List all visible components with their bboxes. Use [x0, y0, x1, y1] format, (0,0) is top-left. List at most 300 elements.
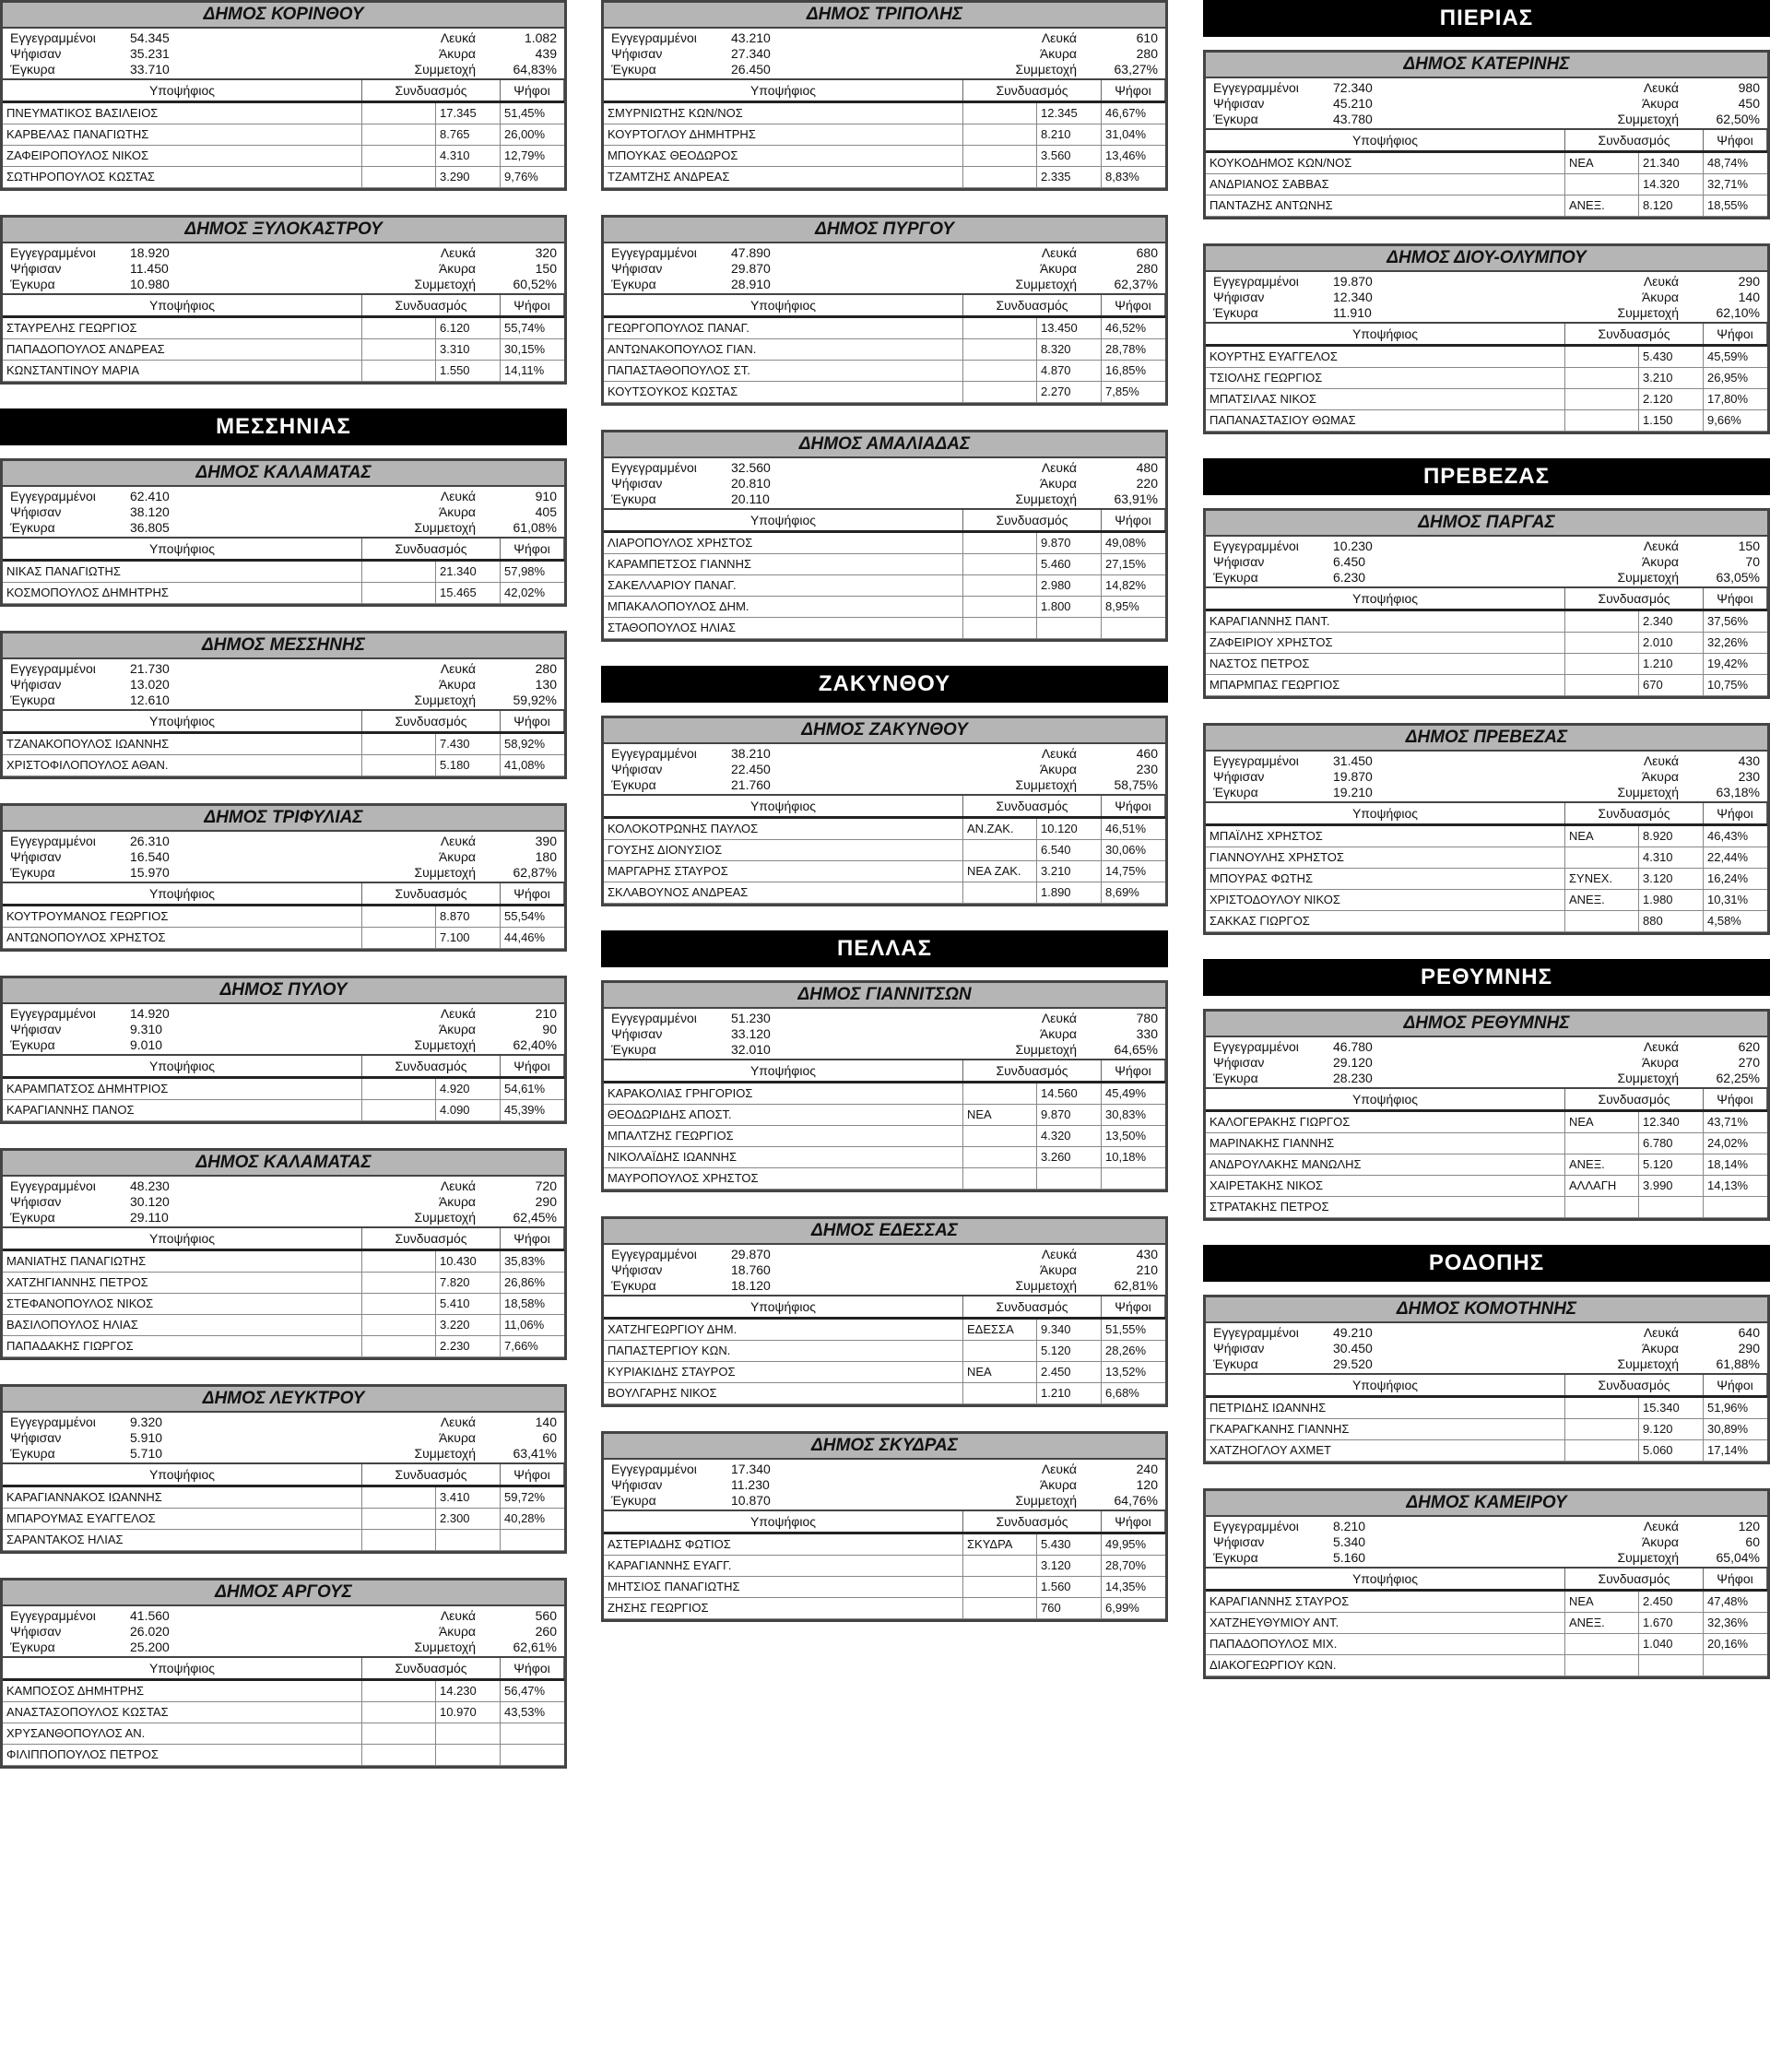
- stat-value-turnout: 62,81%: [1114, 1278, 1158, 1293]
- candidate-party: ΝΕΑ: [1565, 153, 1639, 173]
- candidate-votes: 2.450: [1639, 1592, 1704, 1612]
- stat-label-voted: Ψήφισαν: [611, 476, 663, 491]
- result-row: [604, 1320, 1165, 1341]
- result-row: [1206, 1133, 1767, 1154]
- stat-label-invalid: Άκυρα: [438, 677, 476, 692]
- stat-value-invalid: 140: [1738, 290, 1760, 304]
- municipality-block: [601, 980, 1168, 1192]
- stat-filler: [1411, 1356, 1548, 1371]
- candidate-name: ΜΠΑΤΣΙΛΑΣ ΝΙΚΟΣ: [1206, 389, 1565, 409]
- result-row: [3, 1251, 564, 1273]
- candidate-votes: 3.120: [1037, 1556, 1102, 1576]
- candidate-votes: 21.340: [1639, 153, 1704, 173]
- result-row: [3, 167, 564, 188]
- col-party: Συνδυασμός: [362, 295, 501, 315]
- municipality-title: ΔΗΜΟΣ ΚΑΜΕΙΡΟΥ: [1206, 1491, 1767, 1517]
- region-header: ΠΙΕΡΙΑΣ: [1203, 0, 1770, 37]
- stats-panel: [604, 744, 1165, 794]
- col-votes: Ψήφοι: [1102, 796, 1165, 816]
- spacer: [0, 1554, 567, 1578]
- candidate-votes: 1.210: [1037, 1383, 1102, 1403]
- municipality-title: ΔΗΜΟΣ ΛΕΥΚΤΡΟΥ: [3, 1387, 564, 1413]
- stat-value-registered: 62.410: [130, 489, 170, 503]
- spacer: [601, 1192, 1168, 1216]
- stat-filler: [208, 834, 345, 848]
- table-header: [1206, 801, 1767, 826]
- candidate-name: ΚΑΜΠΟΣΟΣ ΔΗΜΗΤΡΗΣ: [3, 1681, 362, 1701]
- candidate-name: ΣΜΥΡΝΙΩΤΗΣ ΚΩΝ/ΝΟΣ: [604, 103, 963, 124]
- stat-label-invalid: Άκυρα: [1641, 1534, 1679, 1549]
- stat-filler: [809, 277, 946, 291]
- result-row: [3, 1487, 564, 1509]
- candidate-party: [362, 562, 436, 582]
- stat-label-blank: Λευκά: [1041, 1011, 1077, 1025]
- stat-label-voted: Ψήφισαν: [1213, 1055, 1265, 1070]
- stat-value-registered: 26.310: [130, 834, 170, 848]
- stat-value-valid: 12.610: [130, 693, 170, 707]
- col-party: Συνδυασμός: [362, 539, 501, 559]
- candidate-name: ΒΟΥΛΓΑΡΗΣ ΝΙΚΟΣ: [604, 1383, 963, 1403]
- stat-value-blank: 780: [1136, 1011, 1158, 1025]
- col-votes: Ψήφοι: [1102, 1060, 1165, 1081]
- candidate-name: ΦΙΛΙΠΠΟΠΟΥΛΟΣ ΠΕΤΡΟΣ: [3, 1745, 362, 1765]
- candidate-name: ΚΑΡΑΓΙΑΝΝΗΣ ΕΥΑΓΓ.: [604, 1556, 963, 1576]
- candidate-pct: 9,66%: [1707, 413, 1741, 427]
- stat-filler: [208, 1178, 345, 1193]
- stat-value-voted: 45.210: [1333, 96, 1373, 111]
- col-candidate: Υποψήφιος: [1206, 588, 1565, 609]
- candidate-votes: 14.560: [1037, 1083, 1102, 1104]
- candidate-name: ΜΑΡΓΑΡΗΣ ΣΤΑΥΡΟΣ: [604, 861, 963, 882]
- stat-value-invalid: 60: [1745, 1534, 1760, 1549]
- candidate-party: [362, 1079, 436, 1099]
- municipality-block: [1203, 243, 1770, 434]
- candidate-name: ΚΟΥΚΟΔΗΜΟΣ ΚΩΝ/ΝΟΣ: [1206, 153, 1565, 173]
- candidate-name: ΠΑΠΑΔΟΠΟΥΛΟΣ ΜΙΧ.: [1206, 1634, 1565, 1654]
- stat-value-registered: 46.780: [1333, 1039, 1373, 1054]
- candidate-pct: 30,15%: [504, 342, 546, 356]
- col-party: Συνδυασμός: [1565, 1375, 1704, 1395]
- candidate-name: ΓΚΑΡΑΓΚΑΝΗΣ ΓΙΑΝΝΗΣ: [1206, 1419, 1565, 1439]
- candidate-name: ΑΝΤΩΝΑΚΟΠΟΥΛΟΣ ΓΙΑΝ.: [604, 339, 963, 360]
- col-candidate: Υποψήφιος: [604, 1060, 963, 1081]
- spacer: [1203, 1282, 1770, 1295]
- stat-label-voted: Ψήφισαν: [10, 1022, 62, 1036]
- stat-label-registered: Εγγεγραμμένοι: [611, 746, 697, 761]
- stat-label-blank: Λευκά: [1041, 245, 1077, 260]
- municipality-block: [601, 0, 1168, 191]
- stat-filler: [809, 245, 946, 260]
- candidate-pct: 51,96%: [1707, 1401, 1749, 1415]
- stat-label-turnout: Συμμετοχή: [1617, 305, 1679, 320]
- stat-label-invalid: Άκυρα: [1039, 762, 1077, 776]
- municipality-title: ΔΗΜΟΣ ΞΥΛΟΚΑΣΤΡΟΥ: [3, 218, 564, 243]
- municipality-block: [1203, 1009, 1770, 1221]
- stat-value-voted: 18.760: [731, 1262, 771, 1277]
- candidate-votes: 880: [1639, 911, 1704, 931]
- municipality-title: ΔΗΜΟΣ ΣΚΥΔΡΑΣ: [604, 1434, 1165, 1460]
- stat-value-voted: 11.450: [130, 261, 169, 276]
- candidate-pct: 13,50%: [1105, 1129, 1147, 1143]
- candidate-name: ΚΟΣΜΟΠΟΥΛΟΣ ΔΗΜΗΤΡΗΣ: [3, 583, 362, 603]
- result-row: [3, 1681, 564, 1702]
- candidate-party: [1565, 1655, 1639, 1675]
- stat-label-registered: Εγγεγραμμένοι: [1213, 539, 1299, 553]
- stat-label-registered: Εγγεγραμμένοι: [1213, 80, 1299, 95]
- candidate-name: ΑΣΤΕΡΙΑΔΗΣ ΦΩΤΙΟΣ: [604, 1534, 963, 1555]
- result-row: [604, 840, 1165, 861]
- municipality-block: [0, 215, 567, 385]
- stat-filler: [809, 460, 946, 475]
- municipality-block: [601, 716, 1168, 906]
- candidate-party: [1565, 174, 1639, 195]
- col-votes: Ψήφοι: [501, 295, 564, 315]
- stat-label-registered: Εγγεγραμμένοι: [10, 1178, 96, 1193]
- municipality-title: ΔΗΜΟΣ ΔΙΟΥ-ΟΛΥΜΠΟΥ: [1206, 246, 1767, 272]
- candidate-party: [362, 361, 436, 381]
- candidate-name: ΘΕΟΔΩΡΙΔΗΣ ΑΠΟΣΤ.: [604, 1105, 963, 1125]
- candidate-votes: [1037, 618, 1102, 638]
- candidate-party: [1565, 911, 1639, 931]
- candidate-pct: 30,06%: [1105, 843, 1147, 857]
- stat-label-invalid: Άκυρα: [438, 1194, 476, 1209]
- stat-label-voted: Ψήφισαν: [611, 1026, 663, 1041]
- result-row: [604, 1362, 1165, 1383]
- candidate-name: ΠΕΤΡΙΔΗΣ ΙΩΑΝΝΗΣ: [1206, 1398, 1565, 1418]
- stat-value-voted: 19.870: [1333, 769, 1373, 784]
- col-votes: Ψήφοι: [501, 1228, 564, 1249]
- candidate-party: [1565, 1133, 1639, 1154]
- candidate-name: ΖΑΦΕΙΡΟΠΟΥΛΟΣ ΝΙΚΟΣ: [3, 146, 362, 166]
- stats-panel: [3, 832, 564, 882]
- stat-value-valid: 10.980: [130, 277, 170, 291]
- candidate-votes: 6.540: [1037, 840, 1102, 860]
- stat-value-voted: 26.020: [130, 1624, 170, 1639]
- candidate-party: [963, 382, 1037, 402]
- region-header: ΖΑΚΥΝΘΟΥ: [601, 666, 1168, 703]
- candidate-pct: 37,56%: [1707, 614, 1749, 628]
- result-row: [3, 755, 564, 776]
- candidate-votes: 5.410: [436, 1294, 501, 1314]
- stat-value-invalid: 450: [1738, 96, 1760, 111]
- col-party: Συνδυασμός: [963, 1060, 1102, 1081]
- col-candidate: Υποψήφιος: [3, 1228, 362, 1249]
- candidate-pct: 22,44%: [1707, 850, 1749, 864]
- stat-filler: [1411, 290, 1548, 304]
- candidate-pct: 18,55%: [1707, 198, 1749, 212]
- stat-value-turnout: 62,37%: [1114, 277, 1158, 291]
- candidate-votes: 9.340: [1037, 1320, 1102, 1340]
- stat-label-blank: Λευκά: [440, 661, 476, 676]
- candidate-name: ΧΑΤΖΗΓΕΩΡΓΙΟΥ ΔΗΜ.: [604, 1320, 963, 1340]
- result-row: [604, 882, 1165, 904]
- result-row: [3, 562, 564, 583]
- col-candidate: Υποψήφιος: [3, 80, 362, 101]
- candidate-pct: 4,58%: [1707, 914, 1741, 928]
- candidate-pct: 58,92%: [504, 737, 546, 751]
- result-row: [1206, 847, 1767, 869]
- municipality-title: ΔΗΜΟΣ ΖΑΚΥΝΘΟΥ: [604, 718, 1165, 744]
- candidate-pct: 7,85%: [1105, 385, 1139, 398]
- stat-filler: [208, 277, 345, 291]
- stat-label-turnout: Συμμετοχή: [1617, 1071, 1679, 1085]
- candidate-votes: 3.990: [1639, 1176, 1704, 1196]
- stat-value-registered: 49.210: [1333, 1325, 1373, 1340]
- stat-value-valid: 29.110: [130, 1210, 169, 1225]
- municipality-block: [601, 430, 1168, 642]
- stat-value-invalid: 280: [1136, 261, 1158, 276]
- result-row: [1206, 1197, 1767, 1218]
- stat-filler: [809, 1477, 946, 1492]
- candidate-pct: 57,98%: [504, 564, 546, 578]
- stat-value-turnout: 60,52%: [513, 277, 557, 291]
- stat-filler: [809, 62, 946, 77]
- stat-value-turnout: 61,08%: [513, 520, 557, 535]
- result-row: [1206, 826, 1767, 847]
- stat-value-turnout: 62,25%: [1716, 1071, 1760, 1085]
- candidate-name: ΚΑΡΑΓΙΑΝΝΗΣ ΠΑΝΟΣ: [3, 1100, 362, 1120]
- candidate-party: ΑΝ.ΖΑΚ.: [963, 819, 1037, 839]
- result-row: [3, 1530, 564, 1551]
- stat-value-voted: 11.230: [731, 1477, 770, 1492]
- candidate-votes: 3.260: [1037, 1147, 1102, 1167]
- candidate-pct: [501, 1530, 564, 1550]
- stat-value-valid: 18.120: [731, 1278, 771, 1293]
- column-2: [601, 0, 1168, 1646]
- stat-label-valid: Έγκυρα: [611, 1278, 656, 1293]
- candidate-votes: 2.230: [436, 1336, 501, 1356]
- stats-panel: [1206, 537, 1767, 586]
- result-row: [3, 1273, 564, 1294]
- table-header: [1206, 128, 1767, 153]
- candidate-party: [963, 882, 1037, 903]
- spacer: [0, 607, 567, 631]
- candidate-votes: 2.450: [1037, 1362, 1102, 1382]
- candidate-pct: 16,85%: [1105, 363, 1147, 377]
- stat-value-valid: 29.520: [1333, 1356, 1373, 1371]
- candidate-name: ΝΙΚΟΛΑΪΔΗΣ ΙΩΑΝΝΗΣ: [604, 1147, 963, 1167]
- candidate-party: [362, 1336, 436, 1356]
- candidate-pct: 26,95%: [1707, 371, 1749, 385]
- stat-value-voted: 30.450: [1333, 1341, 1373, 1356]
- candidate-votes: [1037, 1168, 1102, 1189]
- result-row: [604, 167, 1165, 188]
- result-row: [3, 1723, 564, 1745]
- stat-label-valid: Έγκυρα: [10, 277, 55, 291]
- stats-panel: [604, 1009, 1165, 1059]
- result-row: [3, 1745, 564, 1766]
- spacer: [0, 385, 567, 408]
- result-row: [3, 146, 564, 167]
- candidate-pct: 42,02%: [504, 586, 546, 599]
- stat-filler: [208, 1037, 345, 1052]
- result-row: [3, 928, 564, 949]
- col-party: Συνδυασμός: [362, 1658, 501, 1678]
- candidate-party: [362, 146, 436, 166]
- col-candidate: Υποψήφιος: [3, 883, 362, 904]
- stat-value-turnout: 64,83%: [513, 62, 557, 77]
- candidate-pct: 11,06%: [504, 1318, 545, 1332]
- candidate-pct: 14,75%: [1105, 864, 1147, 878]
- stat-filler: [809, 476, 946, 491]
- candidate-name: ΣΑΚΚΑΣ ΓΙΩΡΓΟΣ: [1206, 911, 1565, 931]
- candidate-name: ΜΠΑΡΜΠΑΣ ΓΕΩΡΓΙΟΣ: [1206, 675, 1565, 695]
- candidate-votes: [1639, 1197, 1704, 1217]
- result-row: [604, 819, 1165, 840]
- stat-label-registered: Εγγεγραμμένοι: [10, 1415, 96, 1429]
- municipality-title: ΔΗΜΟΣ ΠΡΕΒΕΖΑΣ: [1206, 726, 1767, 752]
- candidate-party: [963, 618, 1037, 638]
- table-header: [3, 78, 564, 103]
- stat-label-registered: Εγγεγραμμένοι: [10, 30, 96, 45]
- col-candidate: Υποψήφιος: [1206, 324, 1565, 344]
- spacer: [0, 952, 567, 976]
- stat-value-blank: 720: [535, 1178, 557, 1193]
- stat-label-valid: Έγκυρα: [611, 491, 656, 506]
- stat-filler: [809, 30, 946, 45]
- stat-value-valid: 21.760: [731, 777, 771, 792]
- col-candidate: Υποψήφιος: [1206, 1569, 1565, 1589]
- col-votes: Ψήφοι: [1704, 803, 1767, 823]
- stat-value-voted: 16.540: [130, 849, 170, 864]
- candidate-votes: 7.100: [436, 928, 501, 948]
- municipality-block: [0, 976, 567, 1124]
- candidate-party: [963, 575, 1037, 596]
- col-votes: Ψήφοι: [501, 80, 564, 101]
- stat-label-registered: Εγγεγραμμένοι: [10, 245, 96, 260]
- col-candidate: Υποψήφιος: [1206, 803, 1565, 823]
- candidate-votes: 1.550: [436, 361, 501, 381]
- stat-value-blank: 640: [1738, 1325, 1760, 1340]
- stats-panel: [3, 487, 564, 537]
- candidate-party: [1565, 633, 1639, 653]
- spacer: [0, 1769, 567, 1793]
- stat-value-blank: 390: [535, 834, 557, 848]
- candidate-votes: 5.120: [1639, 1154, 1704, 1175]
- col-candidate: Υποψήφιος: [3, 295, 362, 315]
- stat-value-turnout: 62,10%: [1716, 305, 1760, 320]
- municipality-block: [1203, 1488, 1770, 1679]
- result-row: [3, 1315, 564, 1336]
- result-row: [604, 1534, 1165, 1556]
- stat-filler: [809, 762, 946, 776]
- stat-filler: [1411, 769, 1548, 784]
- candidate-name: ΤΖΑΝΑΚΟΠΟΥΛΟΣ ΙΩΑΝΝΗΣ: [3, 734, 362, 754]
- stat-filler: [208, 1022, 345, 1036]
- result-row: [1206, 368, 1767, 389]
- col-party: Συνδυασμός: [1565, 588, 1704, 609]
- stat-filler: [208, 62, 345, 77]
- spacer: [1203, 1221, 1770, 1245]
- candidate-name: ΛΙΑΡΟΠΟΥΛΟΣ ΧΡΗΣΤΟΣ: [604, 533, 963, 553]
- result-row: [1206, 1440, 1767, 1462]
- candidate-votes: 5.120: [1037, 1341, 1102, 1361]
- result-row: [604, 1105, 1165, 1126]
- candidate-name: ΚΟΥΤΣΟΥΚΟΣ ΚΩΣΤΑΣ: [604, 382, 963, 402]
- stat-value-blank: 280: [535, 661, 557, 676]
- candidate-party: [963, 318, 1037, 338]
- stat-filler: [208, 677, 345, 692]
- result-row: [3, 1702, 564, 1723]
- stat-filler: [1411, 96, 1548, 111]
- stat-value-blank: 1.082: [524, 30, 557, 45]
- candidate-name: ΠΑΠΑΣΤΕΡΓΙΟΥ ΚΩΝ.: [604, 1341, 963, 1361]
- candidate-pct: 10,31%: [1707, 893, 1749, 906]
- stat-label-blank: Λευκά: [1041, 746, 1077, 761]
- candidate-name: ΓΕΩΡΓΟΠΟΥΛΟΣ ΠΑΝΑΓ.: [604, 318, 963, 338]
- col-candidate: Υποψήφιος: [3, 1658, 362, 1678]
- table-header: [604, 293, 1165, 318]
- stat-value-valid: 28.910: [731, 277, 771, 291]
- stat-label-valid: Έγκυρα: [10, 1640, 55, 1654]
- result-row: [604, 124, 1165, 146]
- spacer: [1203, 699, 1770, 723]
- municipality-title: ΔΗΜΟΣ ΚΑΤΕΡΙΝΗΣ: [1206, 53, 1767, 78]
- stat-value-registered: 47.890: [731, 245, 771, 260]
- stat-filler: [1411, 80, 1548, 95]
- table-header: [604, 794, 1165, 819]
- candidate-pct: 26,00%: [504, 127, 546, 141]
- candidate-party: [1565, 847, 1639, 868]
- result-row: [604, 1577, 1165, 1598]
- col-party: Συνδυασμός: [963, 510, 1102, 530]
- municipality-title: ΔΗΜΟΣ ΓΙΑΝΝΙΤΣΩΝ: [604, 983, 1165, 1009]
- stat-value-invalid: 90: [542, 1022, 557, 1036]
- stat-value-blank: 430: [1136, 1247, 1158, 1261]
- candidate-votes: 15.465: [436, 583, 501, 603]
- col-party: Συνδυασμός: [1565, 1089, 1704, 1109]
- stat-filler: [208, 1415, 345, 1429]
- stat-value-invalid: 180: [535, 849, 557, 864]
- stat-value-registered: 38.210: [731, 746, 771, 761]
- stat-label-invalid: Άκυρα: [1039, 46, 1077, 61]
- stat-label-invalid: Άκυρα: [438, 504, 476, 519]
- municipality-block: [0, 458, 567, 607]
- candidate-party: [963, 1083, 1037, 1104]
- candidate-name: ΜΠΟΥΡΑΣ ΦΩΤΗΣ: [1206, 869, 1565, 889]
- candidate-pct: 14,11%: [504, 363, 545, 377]
- stat-label-invalid: Άκυρα: [438, 46, 476, 61]
- stat-label-blank: Λευκά: [1041, 460, 1077, 475]
- stat-label-blank: Λευκά: [440, 1006, 476, 1021]
- col-votes: Ψήφοι: [501, 711, 564, 731]
- stat-label-voted: Ψήφισαν: [10, 1194, 62, 1209]
- stat-label-valid: Έγκυρα: [10, 693, 55, 707]
- spacer: [601, 1622, 1168, 1646]
- stat-label-blank: Λευκά: [1041, 30, 1077, 45]
- stat-label-turnout: Συμμετοχή: [414, 1210, 476, 1225]
- stat-value-registered: 29.870: [731, 1247, 771, 1261]
- stat-filler: [1411, 785, 1548, 799]
- candidate-votes: 6.780: [1639, 1133, 1704, 1154]
- stat-value-registered: 48.230: [130, 1178, 170, 1193]
- candidate-name: ΧΑΤΖΗΓΙΑΝΝΗΣ ΠΕΤΡΟΣ: [3, 1273, 362, 1293]
- candidate-pct: 7,66%: [504, 1339, 538, 1353]
- candidate-party: [1565, 1634, 1639, 1654]
- spacer: [1203, 996, 1770, 1009]
- stat-label-turnout: Συμμετοχή: [414, 62, 476, 77]
- candidate-name: ΑΝΔΡΟΥΛΑΚΗΣ ΜΑΝΩΛΗΣ: [1206, 1154, 1565, 1175]
- candidate-votes: 15.340: [1639, 1398, 1704, 1418]
- stat-filler: [809, 1493, 946, 1508]
- stat-value-blank: 620: [1738, 1039, 1760, 1054]
- result-row: [604, 1147, 1165, 1168]
- stat-value-voted: 35.231: [130, 46, 170, 61]
- stat-value-invalid: 220: [1136, 476, 1158, 491]
- candidate-votes: 2.980: [1037, 575, 1102, 596]
- region-header: ΜΕΣΣΗΝΙΑΣ: [0, 408, 567, 445]
- candidate-name: ΠΑΝΤΑΖΗΣ ΑΝΤΩΝΗΣ: [1206, 195, 1565, 216]
